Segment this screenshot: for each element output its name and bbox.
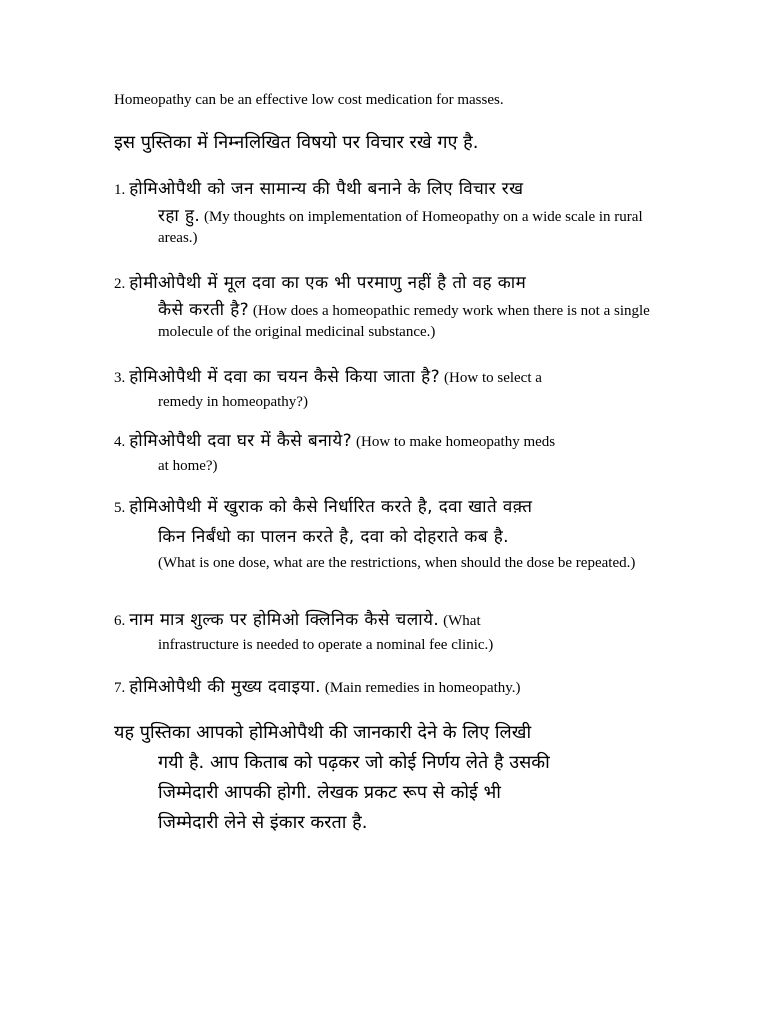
list-item <box>114 492 654 574</box>
item-english-continuation: remedy in homeopathy?) <box>158 394 308 410</box>
list-item <box>114 268 654 343</box>
closing-paragraph <box>114 718 674 838</box>
item-english-continuation: at home?) <box>158 458 218 474</box>
list-item <box>114 672 654 702</box>
item-hindi-text: होमिओपैथी को जन सामान्य की पैथी बनाने के लिए विचार रख <box>129 179 524 199</box>
list-item <box>114 362 654 413</box>
item-number: 1. <box>114 182 126 198</box>
item-english-text: (How does a homeopathic remedy work when there is not a single molecule of the original medicinal substance.) <box>158 303 650 340</box>
item-number: 4. <box>114 434 126 450</box>
item-english-text: (What is one dose, what are the restrictions, when should the dose be repeated.) <box>158 555 636 571</box>
item-english-text: (My thoughts on implementation of Homeopathy on a wide scale in rural areas.) <box>158 209 643 246</box>
item-hindi-text: होमिओपैथी में दवा का चयन कैसे किया जाता है? <box>129 367 441 387</box>
list-item <box>114 605 654 656</box>
list-item <box>114 426 654 477</box>
item-english-text: (What <box>443 613 481 629</box>
item-hindi-text: नाम मात्र शुल्क पर होमिओ क्लिनिक कैसे चलाये. <box>129 610 440 630</box>
item-hindi-continuation: कैसे करती है? <box>158 300 250 320</box>
intro-heading: इस पुस्तिका में निम्नलिखित विषयो पर विचार रखे गए है. <box>114 132 479 153</box>
closing-line: गयी है. आप किताब को पढ़कर जो कोई निर्णय लेते है उसकी <box>158 752 550 773</box>
item-hindi-continuation: रहा हु. <box>158 206 201 226</box>
top-line: Homeopathy can be an effective low cost medication for masses. <box>114 92 504 108</box>
list-item <box>114 174 654 249</box>
item-english-continuation: infrastructure is needed to operate a nominal fee clinic.) <box>158 637 494 653</box>
item-number: 2. <box>114 276 126 292</box>
item-hindi-text: होमिओपैथी की मुख्य दवाइया. <box>129 677 321 697</box>
item-english-text: (How to select a <box>444 370 542 386</box>
item-hindi-continuation: किन निर्बंधो का पालन करते है, दवा को दोहराते कब है. <box>158 527 509 547</box>
item-english-text: (Main remedies in homeopathy.) <box>324 680 521 696</box>
item-hindi-text: होमिओपैथी में खुराक को कैसे निर्धारित करते है, दवा खाते वक़्त <box>129 497 533 517</box>
item-number: 5. <box>114 500 126 516</box>
closing-line: जिम्मेदारी आपकी होगी. लेखक प्रकट रूप से कोई भी <box>158 782 501 803</box>
item-number: 3. <box>114 370 126 386</box>
item-hindi-text: होमिओपैथी दवा घर में कैसे बनाये? <box>129 431 353 451</box>
closing-line: यह पुस्तिका आपको होमिओपैथी की जानकारी देने के लिए लिखी <box>114 722 532 743</box>
item-english-text: (How to make homeopathy meds <box>356 434 556 450</box>
closing-line: जिम्मेदारी लेने से इंकार करता है. <box>158 812 368 833</box>
item-number: 7. <box>114 680 126 696</box>
item-number: 6. <box>114 613 126 629</box>
item-hindi-text: होमीओपैथी में मूल दवा का एक भी परमाणु नहीं है तो वह काम <box>129 273 527 293</box>
